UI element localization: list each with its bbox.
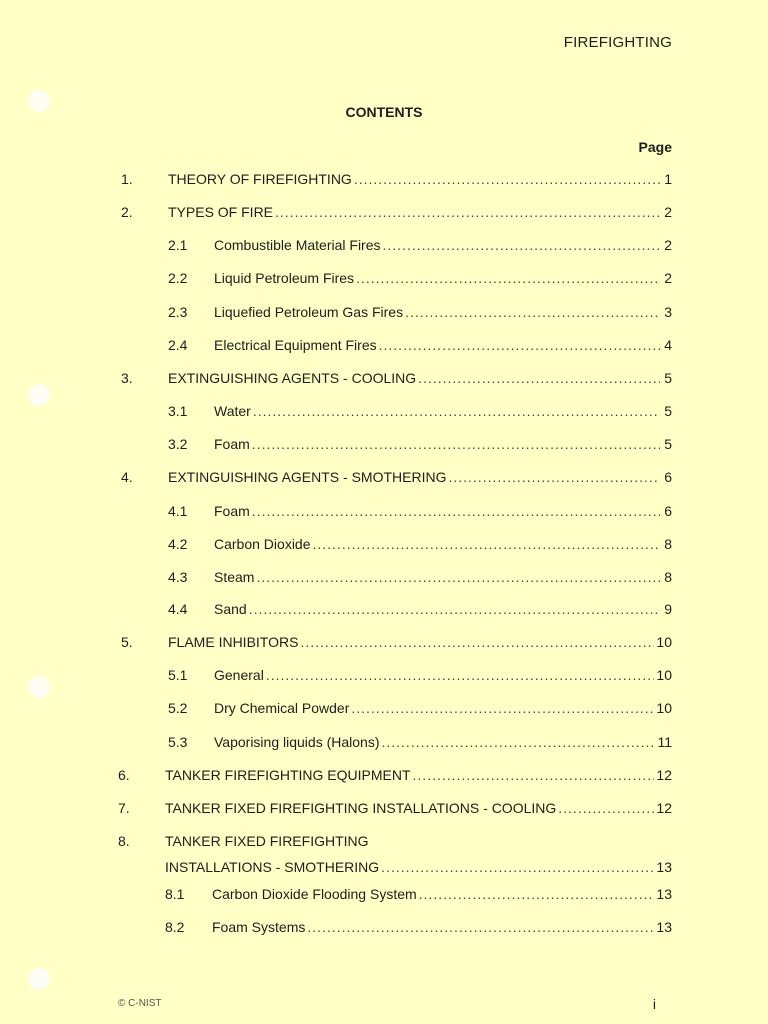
toc-entry-number: 8. [118, 833, 130, 849]
toc-entry-number: 3. [121, 370, 133, 386]
toc-entry-label: Carbon Dioxide Flooding System [212, 886, 417, 902]
toc-entry[interactable] [121, 171, 672, 191]
toc-entry-label: Dry Chemical Powder [214, 700, 350, 716]
leader-dots [252, 503, 660, 519]
toc-entry[interactable] [118, 767, 672, 787]
toc-entry-page: 11 [657, 734, 672, 750]
toc-entry-page: 10 [656, 667, 672, 683]
page-number: i [652, 996, 656, 1012]
toc-entry-page: 12 [656, 767, 672, 783]
toc-entry-number: 4.2 [168, 536, 188, 552]
toc-entry-number: 5. [121, 634, 133, 650]
toc-entry-page: 2 [664, 204, 672, 220]
leader-dots [381, 734, 655, 750]
toc-entry-number: 8.1 [165, 886, 185, 902]
leader-dots [354, 171, 660, 187]
toc-entry-page: 1 [664, 171, 672, 187]
leader-dots [266, 667, 655, 683]
toc-entry[interactable] [168, 667, 672, 687]
toc-entry[interactable] [165, 919, 672, 939]
toc-entry-label: Carbon Dioxide [214, 536, 311, 552]
leader-dots [381, 859, 654, 875]
toc-entry-number: 3.1 [168, 403, 188, 419]
toc-entry-label: TYPES OF FIRE [168, 204, 274, 220]
toc-entry-number: 3.2 [168, 436, 188, 452]
toc-entry-number: 2.4 [168, 337, 188, 353]
toc-entry-number: 2.3 [168, 304, 188, 320]
toc-entry-label: Combustible Material Fires [214, 237, 381, 253]
toc-entry-page: 9 [664, 601, 672, 617]
toc-entry[interactable] [121, 634, 672, 654]
leader-dots [448, 469, 660, 485]
toc-entry-page: 6 [664, 503, 672, 519]
toc-entry[interactable] [168, 700, 672, 720]
toc-entry[interactable] [121, 204, 672, 224]
leader-dots [249, 601, 660, 617]
running-header: FIREFIGHTING [563, 34, 672, 51]
toc-entry-number: 2. [121, 204, 133, 220]
toc-entry-number: 1. [121, 171, 133, 187]
toc-entry-number: 7. [118, 800, 130, 816]
leader-dots [307, 919, 654, 935]
toc-entry[interactable] [168, 536, 672, 556]
toc-entry-label: TANKER FIXED FIREFIGHTING INSTALLATIONS - COOLING [165, 800, 557, 816]
leader-dots [379, 337, 660, 353]
leader-dots [253, 403, 660, 419]
toc-entry[interactable] [168, 569, 672, 589]
leader-dots [383, 237, 661, 253]
toc-entry-label: EXTINGUISHING AGENTS - SMOTHERING [168, 469, 447, 485]
toc-entry-label: Sand [214, 601, 247, 617]
toc-entry[interactable] [118, 800, 672, 820]
leader-dots [419, 886, 655, 902]
toc-entry-number: 4. [121, 469, 133, 485]
leader-dots [351, 700, 654, 716]
toc-entry-label: Foam [214, 436, 250, 452]
toc-entry[interactable] [165, 886, 672, 906]
toc-entry-number: 4.3 [168, 569, 188, 585]
toc-entry-page: 8 [664, 569, 672, 585]
toc-entry[interactable] [168, 270, 672, 290]
leader-dots [256, 569, 660, 585]
toc-entry-label: THEORY OF FIREFIGHTING [168, 171, 352, 187]
toc-entry-page: 8 [664, 536, 672, 552]
toc-entry-page: 3 [664, 304, 672, 320]
toc-entry-label: Electrical Equipment Fires [214, 337, 377, 353]
leader-dots [356, 270, 660, 286]
leader-dots [275, 204, 660, 220]
toc-entry-label: Liquefied Petroleum Gas Fires [214, 304, 404, 320]
toc-entry-line1 [118, 833, 369, 853]
toc-entry-label: Water [214, 403, 251, 419]
toc-entry[interactable] [168, 601, 672, 621]
toc-entry[interactable] [168, 237, 672, 257]
toc-entry-page: 4 [664, 337, 672, 353]
toc-entry-number: 2.2 [168, 270, 188, 286]
toc-entry-page: 10 [656, 700, 672, 716]
copyright-footer: © C-NIST [118, 998, 162, 1009]
toc-entry-page: 13 [656, 919, 672, 935]
toc-entry-page: 6 [664, 469, 672, 485]
toc-entry-number: 6. [118, 767, 130, 783]
leader-dots [313, 536, 661, 552]
toc-entry-label: Vaporising liquids (Halons) [214, 734, 380, 750]
toc-entry-number: 5.1 [168, 667, 188, 683]
toc-entry-page: 2 [664, 237, 672, 253]
toc-entry-number: 5.3 [168, 734, 188, 750]
leader-dots [405, 304, 660, 320]
toc-entry-label-continued: INSTALLATIONS - SMOTHERING [165, 859, 380, 875]
leader-dots [300, 634, 654, 650]
toc-entry[interactable] [168, 503, 672, 523]
toc-entry[interactable] [121, 370, 672, 390]
toc-entry-number: 8.2 [165, 919, 185, 935]
toc-entry[interactable] [168, 304, 672, 324]
toc-entry-label: TANKER FIREFIGHTING EQUIPMENT [165, 767, 411, 783]
toc-entry-page: 12 [656, 800, 672, 816]
toc-entry-number: 5.2 [168, 700, 188, 716]
toc-entry-number: 2.1 [168, 237, 188, 253]
toc-entry-number: 4.1 [168, 503, 188, 519]
leader-dots [558, 800, 654, 816]
toc-entry-page: 5 [664, 436, 672, 452]
leader-dots [252, 436, 660, 452]
toc-entry-label: General [214, 667, 264, 683]
leader-dots [413, 767, 655, 783]
toc-entry-label: Liquid Petroleum Fires [214, 270, 355, 286]
toc-entry[interactable] [168, 337, 672, 357]
toc-entry-label: Steam [214, 569, 255, 585]
page-column-label: Page [638, 139, 672, 155]
toc-entry-number: 4.4 [168, 601, 188, 617]
toc-entry-page: 5 [664, 370, 672, 386]
toc-entry[interactable] [165, 859, 672, 879]
toc-entry[interactable] [168, 436, 672, 456]
contents-title: CONTENTS [345, 104, 423, 120]
toc-entry[interactable] [121, 469, 672, 489]
toc-entry-label: Foam Systems [212, 919, 306, 935]
toc-entry-page: 13 [656, 886, 672, 902]
toc-entry-page: 10 [656, 634, 672, 650]
toc-entry-page: 5 [664, 403, 672, 419]
toc-entry-page: 2 [664, 270, 672, 286]
toc-entry-page: 13 [656, 859, 672, 875]
leader-dots [418, 370, 660, 386]
toc-entry-label: Foam [214, 503, 250, 519]
toc-entry-label: EXTINGUISHING AGENTS - COOLING [168, 370, 417, 386]
toc-entry-label: FLAME INHIBITORS [168, 634, 299, 650]
toc-entry[interactable] [168, 734, 672, 754]
toc-entry-label: TANKER FIXED FIREFIGHTING [165, 833, 369, 849]
toc-entry[interactable] [168, 403, 672, 423]
